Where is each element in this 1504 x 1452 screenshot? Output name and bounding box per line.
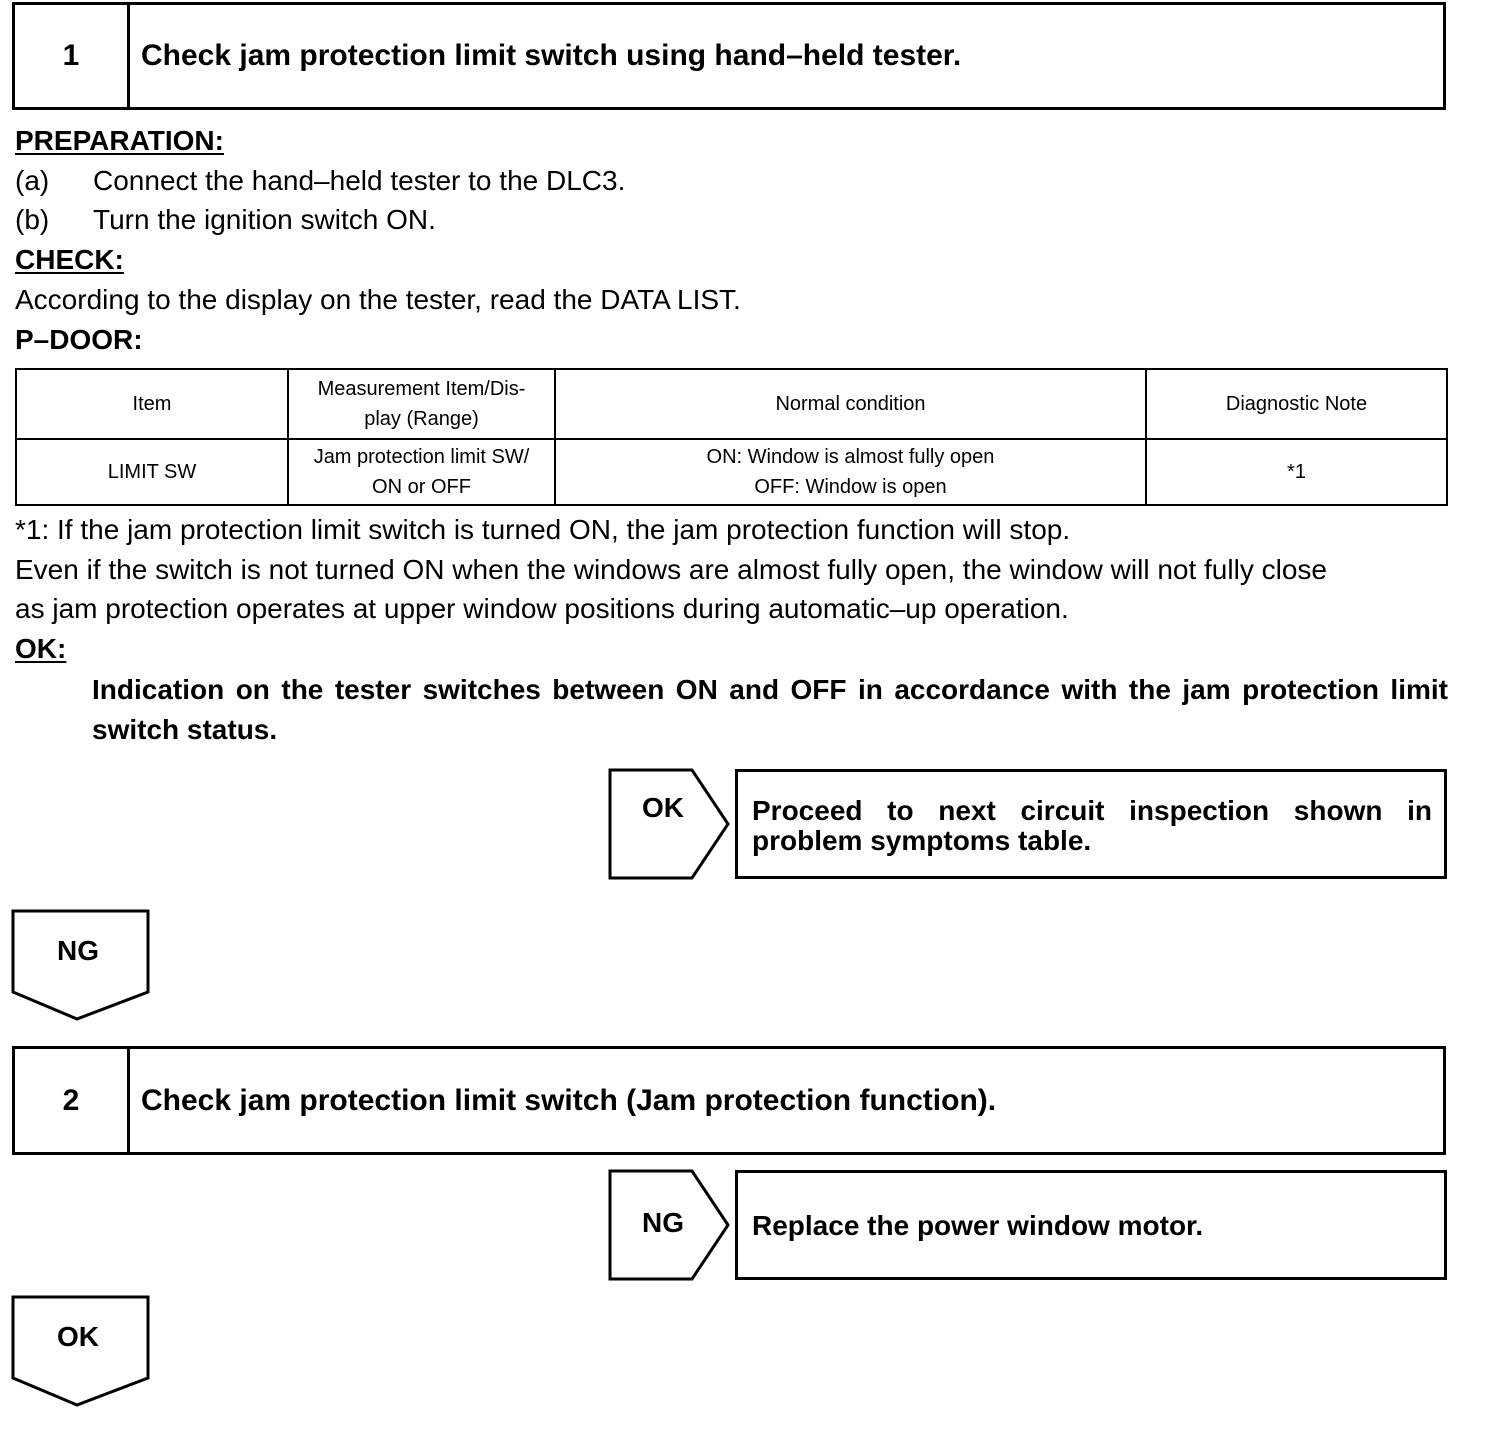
table-header-row — [16, 369, 1447, 439]
result-1-arrow-label: OK — [642, 792, 684, 823]
step-2-box — [12, 1046, 1446, 1155]
header-measurement-line1: Measurement Item/Dis- — [317, 378, 526, 400]
cell-normal-condition — [555, 439, 1146, 505]
result-2-arrow-label: NG — [642, 1207, 684, 1238]
ok-heading: OK: — [15, 633, 67, 664]
result-2-arrow — [608, 1169, 732, 1281]
step-1-number: 1 — [15, 5, 130, 107]
cell-diagnostic-note: *1 — [1146, 439, 1447, 505]
result-1-arrow — [608, 768, 732, 880]
check-text: According to the display on the tester, read the DATA LIST. — [15, 284, 741, 315]
footnote-line-2: Even if the switch is not turned ON when the windows are almost fully open, the window will not fully close — [15, 554, 1327, 585]
header-measurement-line2: play (Range) — [364, 408, 479, 430]
step-1-box — [12, 2, 1446, 110]
data-list-table — [15, 368, 1448, 506]
preparation-item-a-label: (a) — [15, 165, 50, 196]
preparation-item-a-text: Connect the hand–held tester to the DLC3. — [93, 165, 626, 196]
flow-2-arrow-label: OK — [57, 1321, 99, 1352]
header-diagnostic-note: Diagnostic Note — [1146, 369, 1447, 439]
preparation-item-b-label: (b) — [15, 204, 50, 235]
preparation-item-a — [15, 161, 625, 201]
cell-normal-line1: ON: Window is almost fully open — [706, 446, 995, 468]
header-item: Item — [16, 369, 288, 439]
step-2-number: 2 — [15, 1049, 130, 1152]
cell-normal-line2: OFF: Window is open — [754, 476, 947, 498]
step-2-title: Check jam protection limit switch (Jam protection function). — [141, 1083, 997, 1117]
pdoor-heading: P–DOOR: — [15, 324, 143, 355]
result-2-box — [735, 1170, 1447, 1280]
right-arrow-tag-icon — [608, 768, 732, 880]
check-heading: CHECK: — [15, 244, 124, 275]
result-2-text: Replace the power window motor. — [752, 1210, 1204, 1241]
cell-item: LIMIT SW — [16, 439, 288, 505]
result-1-text: Proceed to next circuit inspection shown in problem symptoms table. — [752, 795, 1432, 856]
flow-1-arrow-label: NG — [57, 935, 99, 966]
cell-measurement — [288, 439, 555, 505]
flow-2-arrow — [11, 1295, 151, 1407]
preparation-heading: PREPARATION: — [15, 125, 224, 156]
preparation-item-b — [15, 200, 436, 240]
cell-measurement-line2: ON or OFF — [372, 476, 471, 498]
table-row — [16, 439, 1447, 505]
header-measurement — [288, 369, 555, 439]
footnote-line-1: *1: If the jam protection limit switch is turned ON, the jam protection function will stop. — [15, 514, 1071, 545]
footnote-line-3: as jam protection operates at upper window positions during automatic–up operation. — [15, 593, 1069, 624]
result-1-box — [735, 769, 1447, 879]
header-normal-condition: Normal condition — [555, 369, 1146, 439]
ok-criterion-text: Indication on the tester switches between ON and OFF in accordance with the jam protection limit switch status. — [92, 674, 1448, 745]
flow-1-arrow — [11, 909, 151, 1021]
preparation-item-b-text: Turn the ignition switch ON. — [93, 204, 436, 235]
cell-measurement-line1: Jam protection limit SW/ — [313, 446, 530, 468]
step-1-title: Check jam protection limit switch using hand–held tester. — [141, 39, 962, 72]
